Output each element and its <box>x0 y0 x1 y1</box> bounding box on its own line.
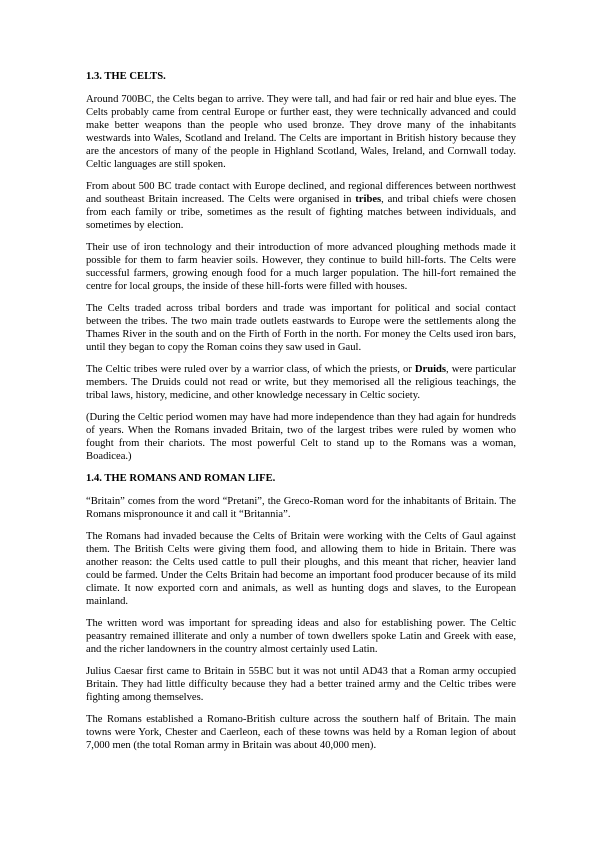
paragraph-text: The written word was important for spreading ideas and also for establishing power. The Celtic peasantry remained illiterate and only a number of town dwellers spoke Latin and Greek with ease, and the richer landowners in the country almost certainly used Latin. <box>86 618 516 655</box>
paragraph-text: (During the Celtic period women may have had more independence than they had again for hundreds of years. When the Romans invaded Britain, two of the largest tribes were ruled by women who fought from their chariots. The most powerful Celt to stand up to the Romans was a woman, Boadicea.) <box>86 412 516 462</box>
paragraph-text: Around 700BC, the Celts began to arrive. They were tall, and had fair or red hair and blue eyes. The Celts probably came from central Europe or further east, they were technically advanced and could make better weapons than the people who used bronze. They drove many of the inhabitants westwards into Wales, Scotland and Ireland. The Celts are important in British history because they are the ancestors of many of the people in Highland Scotland, Wales, Ireland, and Cornwall today. Celtic languages are still spoken. <box>86 94 516 170</box>
section-title-romans: 1.4. THE ROMANS AND ROMAN LIFE. <box>86 473 276 484</box>
paragraph <box>86 617 516 656</box>
section-title-celts: 1.3. THE CELTS. <box>86 71 166 82</box>
paragraph <box>86 665 516 704</box>
paragraph <box>86 495 516 521</box>
paragraph-text: “Britain” comes from the word “Pretani”, the Greco-Roman word for the inhabitants of Britain. The Romans mispronounce it and call it “Britannia”. <box>86 496 516 520</box>
paragraph-text: The Celtic tribes were ruled over by a warrior class, of which the priests, or <box>86 364 415 375</box>
paragraph <box>86 713 516 752</box>
paragraph <box>86 180 516 232</box>
paragraph <box>86 302 516 354</box>
paragraph-text: The Romans had invaded because the Celts of Britain were working with the Celts of Gaul against them. The British Celts were giving them food, and allowing them to hide in Britain. There was another reason: the Celts used cattle to pull their ploughs, and this meant that richer, heavier land could be farmed. Under the Celts Britain had become an important food producer because of its mild climate. It now exported corn and animals, as well as hunting dogs and slaves, to the European mainland. <box>86 531 516 607</box>
paragraph-text: From about 500 BC trade contact with Europe declined, and regional differences between northwest and southeast Britain increased. The Celts were organised in <box>86 181 516 205</box>
paragraph-text: Julius Caesar first came to Britain in 55BC but it was not until AD43 that a Roman army occupied Britain. They had little difficulty because they had a better trained army and the Celtic tribes were fighting among themselves. <box>86 666 516 703</box>
paragraph-text: Their use of iron technology and their introduction of more advanced ploughing methods made it possible for them to farm heavier soils. However, they continue to build hill-forts. The Celts were successful farmers, growing enough food for a much larger population. The hill-fort remained the centre for local groups, the inside of these hill-forts were filled with houses. <box>86 242 516 292</box>
paragraph <box>86 93 516 171</box>
paragraph-text: , were particular members. The Druids could not read or write, but they memorised all the religious teachings, the tribal laws, history, medicine, and other knowledge necessary in Celtic society. <box>86 364 516 401</box>
paragraph <box>86 241 516 293</box>
document-page <box>86 70 516 761</box>
paragraph <box>86 411 516 463</box>
bold-term-tribes: tribes <box>355 194 382 205</box>
paragraph <box>86 363 516 402</box>
paragraph <box>86 530 516 608</box>
bold-term-druids: Druids <box>414 364 447 375</box>
paragraph-text: , and tribal chiefs were chosen from each family or tribe, sometimes as the result of fighting matches between individuals, and sometimes by election. <box>86 194 516 231</box>
paragraph-text: The Celts traded across tribal borders and trade was important for political and social contact between the tribes. The two main trade outlets eastwards to Europe were the settlements along the Thames River in the south and on the Firth of Forth in the north. For money the Celts used iron bars, until they began to copy the Roman coins they saw used in Gaul. <box>86 303 516 353</box>
paragraph-text: The Romans established a Romano-British culture across the southern half of Britain. The main towns were York, Chester and Caerleon, each of these towns was held by a Roman legion of about 7,000 men (the total Roman army in Britain was about 40,000 men). <box>86 714 516 751</box>
